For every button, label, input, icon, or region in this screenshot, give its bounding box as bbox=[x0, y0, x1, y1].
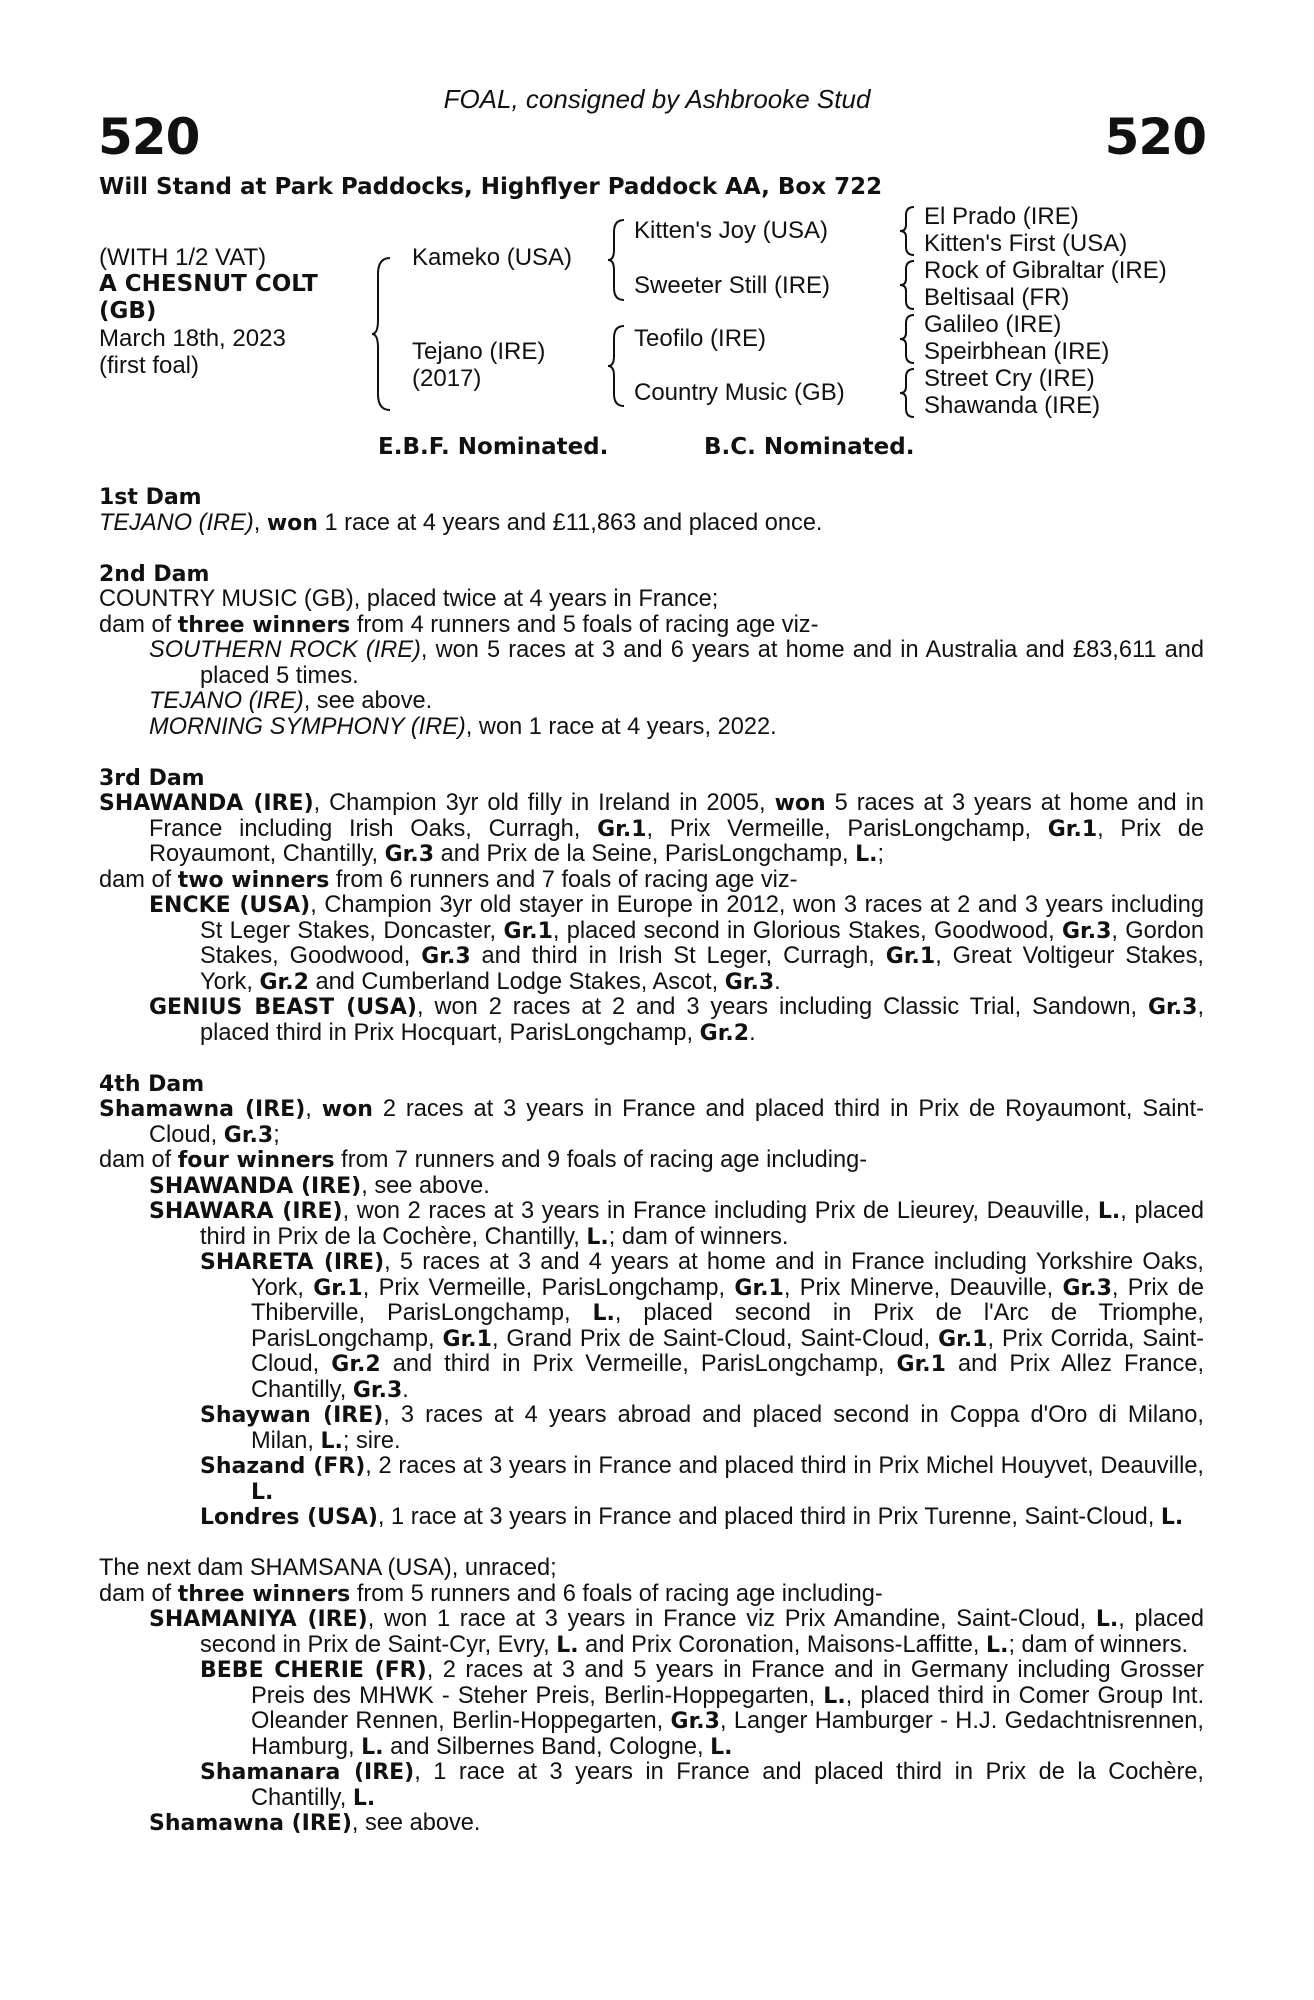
race-text: , Gordon Stakes, Goodwood, bbox=[200, 917, 1204, 969]
race-text: and Silbernes Band, Cologne, bbox=[383, 1733, 711, 1760]
race-text: 5 races at 3 years at home and in France including Irish Oaks, Curragh, bbox=[149, 790, 1204, 842]
horse-name: GENIUS BEAST (USA) bbox=[149, 995, 417, 1020]
first-foal-note: (first foal) bbox=[99, 352, 200, 379]
race-text: , bbox=[305, 1096, 322, 1122]
grade-label: Gr.1 bbox=[597, 816, 647, 842]
grade-label: Gr.1 bbox=[734, 1275, 784, 1301]
sire-dam: Sweeter Still (IRE) bbox=[634, 272, 831, 299]
grade-label: Gr.3 bbox=[384, 842, 435, 867]
great-grandsire-2: Rock of Gibraltar (IRE) bbox=[924, 257, 1167, 284]
race-text: . bbox=[774, 968, 781, 995]
produce-shamawna bbox=[99, 1811, 1204, 1837]
horse-name: BEBE CHERIE (FR) bbox=[200, 1658, 427, 1683]
race-text: , placed second in Prix de l'Arc de Triomphe, ParisLongchamp, bbox=[251, 1300, 1204, 1352]
grade-label: Gr.1 bbox=[503, 918, 553, 944]
won-label: won bbox=[266, 510, 318, 536]
winners-count: two winners bbox=[177, 867, 330, 893]
great-granddam-1: Kitten's First (USA) bbox=[924, 230, 1128, 257]
sire-sire: Kitten's Joy (USA) bbox=[634, 217, 828, 244]
produce-encke bbox=[99, 893, 1204, 995]
dam-name: Tejano (IRE) bbox=[412, 338, 546, 365]
listed-label: L. bbox=[556, 1632, 579, 1658]
race-text: , Prix de Royaumont, Chantilly, bbox=[149, 815, 1204, 867]
produce-londres bbox=[99, 1505, 1204, 1531]
dam-parents-brace bbox=[606, 324, 626, 408]
listed-label: L. bbox=[320, 1428, 343, 1454]
grandsire-brace-2 bbox=[898, 259, 916, 311]
listed-label: L. bbox=[251, 1479, 274, 1505]
race-text: , Great Voltigeur Stakes, York, bbox=[200, 943, 1204, 995]
race-text: , 2 races at 3 and 5 years in France and in Germany including Grosser Preis des MHWK - Steher Preis, Berlin-Hoppegarten, bbox=[251, 1657, 1204, 1709]
race-text: , Prix de Thiberville, ParisLongchamp, bbox=[251, 1274, 1205, 1326]
race-text: and third in Irish St Leger, Curragh, bbox=[470, 943, 886, 969]
race-text: , placed third in Prix de la Cochère, Chantilly, bbox=[200, 1198, 1204, 1250]
listed-label: L. bbox=[986, 1632, 1009, 1658]
next-dam-produce-summary bbox=[99, 1582, 1204, 1608]
next-dam-entry: The next dam SHAMSANA (USA), unraced; bbox=[99, 1555, 557, 1581]
grade-label: Gr.1 bbox=[885, 944, 936, 969]
horse-name: Londres (USA) bbox=[200, 1505, 378, 1530]
produce-tejano bbox=[99, 689, 1204, 715]
race-text: . bbox=[402, 1376, 409, 1403]
great-grandsire-3: Galileo (IRE) bbox=[924, 311, 1062, 338]
horse-name: SOUTHERN ROCK (IRE) bbox=[149, 637, 421, 663]
won-label: won bbox=[774, 791, 826, 816]
dam-of-label: dam of bbox=[99, 1147, 178, 1173]
horse-name: Shamanara (IRE) bbox=[200, 1760, 415, 1785]
race-text: , placed second in Prix de Saint-Cyr, Evry, bbox=[200, 1606, 1205, 1658]
first-dam-entry: TEJANO (IRE), won 1 race at 4 years and £11,863 and placed once. bbox=[99, 509, 823, 536]
third-dam-heading: 3rd Dam bbox=[99, 765, 205, 791]
race-text: , 1 race at 3 years in France and placed third in Prix de la Cochère, Chantilly, bbox=[251, 1759, 1204, 1811]
race-text: , placed third in Comer Group Int. Oleander Rennen, Berlin-Hoppegarten, bbox=[251, 1682, 1205, 1734]
race-text: ; bbox=[273, 1121, 280, 1148]
horse-name: Shamawna (IRE) bbox=[99, 1097, 306, 1122]
race-text: , see above. bbox=[351, 1810, 481, 1836]
grandsire-brace-1 bbox=[898, 205, 916, 257]
race-text: , Champion 3yr old stayer in Europe in 2012, won 3 races at 2 and 3 years including St Leger Stakes, Doncaster, bbox=[200, 892, 1204, 944]
grade-label: Gr.2 bbox=[699, 1020, 750, 1046]
runners-summary: from 4 runners and 5 foals of racing age viz- bbox=[350, 611, 819, 638]
horse-origin: (GB) bbox=[99, 298, 157, 324]
listed-label: L. bbox=[710, 1734, 733, 1760]
produce-shawara bbox=[99, 1199, 1204, 1250]
race-text: , 2 races at 3 years in France and placed third in Prix Michel Houyvet, Deauville, bbox=[365, 1453, 1204, 1479]
horse-description: A CHESNUT COLT bbox=[99, 271, 318, 297]
dam-sire: Teofilo (IRE) bbox=[634, 325, 767, 352]
grade-label: Gr.3 bbox=[724, 969, 775, 995]
fourth-dam-produce-summary bbox=[99, 1148, 1204, 1174]
dam-of-label: dam of bbox=[99, 866, 178, 893]
vat-note: (WITH 1/2 VAT) bbox=[99, 244, 267, 271]
race-text: and third in Prix Vermeille, ParisLongchamp, bbox=[380, 1351, 897, 1377]
race-text: ; dam of winners. bbox=[1008, 1631, 1189, 1658]
race-text: ; bbox=[877, 841, 885, 867]
race-text: , won 2 races at 2 and 3 years including Classic Trial, Sandown, bbox=[417, 994, 1148, 1020]
stand-location: Will Stand at Park Paddocks, Highflyer Paddock AA, Box 722 bbox=[99, 174, 883, 200]
grade-label: Gr.1 bbox=[938, 1326, 988, 1352]
produce-shamaniya bbox=[99, 1607, 1204, 1658]
produce-record bbox=[99, 485, 1204, 1837]
grade-label: Gr.3 bbox=[1148, 995, 1198, 1020]
grandsire-brace-3 bbox=[898, 313, 916, 365]
grade-label: Gr.2 bbox=[331, 1352, 381, 1377]
runners-summary: from 7 runners and 9 foals of racing age including- bbox=[334, 1147, 868, 1173]
sire-dam-brace bbox=[370, 256, 392, 412]
great-granddam-4: Shawanda (IRE) bbox=[924, 392, 1101, 419]
listed-label: L. bbox=[855, 842, 878, 867]
first-dam-name: TEJANO (IRE) bbox=[99, 509, 254, 536]
listed-label: L. bbox=[361, 1734, 384, 1760]
race-text: 2 races at 3 years in France and placed third in Prix de Royaumont, Saint-Cloud, bbox=[149, 1096, 1204, 1148]
listed-label: L. bbox=[586, 1224, 609, 1250]
race-text: , placed second in Glorious Stakes, Goodwood, bbox=[552, 917, 1062, 944]
horse-name: MORNING SYMPHONY (IRE) bbox=[149, 713, 466, 740]
lot-number-right: 520 bbox=[1104, 108, 1206, 166]
grade-label: Gr.3 bbox=[670, 1709, 720, 1734]
race-text: , Champion 3yr old filly in Ireland in 2005, bbox=[313, 790, 775, 816]
listed-label: L. bbox=[823, 1683, 846, 1709]
runners-summary: from 5 runners and 6 foals of racing age including- bbox=[350, 1580, 883, 1607]
foaling-date: March 18th, 2023 bbox=[99, 325, 286, 352]
produce-morning-symphony bbox=[99, 715, 1204, 741]
second-dam-heading: 2nd Dam bbox=[99, 561, 210, 587]
race-text: , Prix Vermeille, ParisLongchamp, bbox=[646, 815, 1048, 842]
horse-name: SHARETA (IRE) bbox=[200, 1250, 385, 1275]
grade-label: Gr.1 bbox=[313, 1275, 363, 1301]
race-text: and Cumberland Lodge Stakes, Ascot, bbox=[308, 968, 725, 995]
third-dam-produce-summary bbox=[99, 868, 1204, 894]
race-text: , Grand Prix de Saint-Cloud, Saint-Cloud, bbox=[491, 1325, 939, 1352]
second-dam-entry: COUNTRY MUSIC (GB), placed twice at 4 years in France; bbox=[99, 586, 719, 612]
dam-dam: Country Music (GB) bbox=[634, 379, 845, 406]
grade-label: Gr.1 bbox=[896, 1352, 946, 1377]
race-text: , Prix Minerve, Deauville, bbox=[783, 1274, 1063, 1301]
listed-label: L. bbox=[1095, 1607, 1119, 1632]
runners-summary: from 6 runners and 7 foals of racing age viz- bbox=[329, 866, 798, 893]
produce-bebe-cherie bbox=[99, 1658, 1204, 1760]
race-text: , 5 races at 3 and 4 years at home and in France including Yorkshire Oaks, York, bbox=[251, 1249, 1204, 1301]
lot-number-left: 520 bbox=[98, 108, 200, 166]
grade-label: Gr.3 bbox=[352, 1377, 403, 1403]
horse-name: SHAMANIYA (IRE) bbox=[149, 1607, 368, 1632]
horse-name: ENCKE (USA) bbox=[149, 893, 311, 918]
grandsire-brace-4 bbox=[898, 367, 916, 419]
third-dam-entry bbox=[99, 791, 1204, 868]
race-record: , won 5 races at 3 and 6 years at home and in Australia and £83,611 and placed 5 times. bbox=[200, 637, 1204, 689]
produce-genius-beast bbox=[99, 995, 1204, 1046]
race-text: , placed third in Prix Hocquart, ParisLongchamp, bbox=[200, 994, 1204, 1046]
listed-label: L. bbox=[1097, 1199, 1121, 1224]
great-grandsire-4: Street Cry (IRE) bbox=[924, 365, 1095, 392]
race-text: ; dam of winners. bbox=[608, 1223, 789, 1250]
produce-shawanda bbox=[99, 1174, 1204, 1200]
sire-name: Kameko (USA) bbox=[412, 244, 573, 271]
sire-parents-brace bbox=[606, 218, 626, 302]
winners-count: three winners bbox=[177, 612, 351, 638]
grade-label: Gr.1 bbox=[1047, 816, 1098, 842]
fourth-dam-heading: 4th Dam bbox=[99, 1071, 205, 1097]
horse-name: TEJANO (IRE) bbox=[149, 688, 304, 714]
race-text: , Prix Corrida, Saint-Cloud, bbox=[251, 1325, 1204, 1377]
produce-shaywan bbox=[99, 1403, 1204, 1454]
race-text: and Prix Coronation, Maisons-Laffitte, bbox=[578, 1631, 987, 1658]
race-text: , Langer Hamburger - H.J. Gedachtnisrennen, Hamburg, bbox=[251, 1708, 1204, 1760]
horse-name: SHAWANDA (IRE) bbox=[99, 791, 314, 816]
race-text: ; sire. bbox=[342, 1427, 401, 1454]
race-text: , Prix Vermeille, ParisLongchamp, bbox=[362, 1274, 735, 1301]
ebf-nomination: E.B.F. Nominated. bbox=[378, 434, 609, 460]
race-record: , won 1 race at 4 years, 2022. bbox=[465, 713, 777, 740]
great-granddam-3: Speirbhean (IRE) bbox=[924, 338, 1110, 365]
grade-label: Gr.2 bbox=[259, 969, 309, 995]
first-dam-heading: 1st Dam bbox=[99, 485, 202, 510]
bc-nomination: B.C. Nominated. bbox=[704, 434, 915, 460]
first-dam-record: 1 race at 4 years and £11,863 and placed once. bbox=[317, 509, 823, 536]
race-text: , 1 race at 3 years in France and placed third in Prix Turenne, Saint-Cloud, bbox=[377, 1504, 1161, 1530]
horse-name: Shaywan (IRE) bbox=[200, 1403, 384, 1428]
listed-label: L. bbox=[1160, 1505, 1184, 1530]
grade-label: Gr.1 bbox=[442, 1326, 492, 1352]
race-text: and Prix Allez France, Chantilly, bbox=[251, 1351, 1204, 1403]
race-text: , 3 races at 4 years abroad and placed second in Coppa d'Oro di Milano, Milan, bbox=[251, 1402, 1204, 1454]
great-granddam-2: Beltisaal (FR) bbox=[924, 284, 1070, 311]
great-grandsire-1: El Prado (IRE) bbox=[924, 203, 1079, 230]
grade-label: Gr.3 bbox=[421, 944, 471, 969]
listed-label: L. bbox=[592, 1301, 615, 1326]
grade-label: Gr.3 bbox=[223, 1122, 274, 1148]
produce-southern-rock bbox=[99, 638, 1204, 689]
produce-shamanara bbox=[99, 1760, 1204, 1811]
race-record: , see above. bbox=[303, 688, 433, 714]
grade-label: Gr.3 bbox=[1062, 1275, 1112, 1301]
race-text: . bbox=[749, 1019, 756, 1046]
race-text: , won 1 race at 3 years in France viz Prix Amandine, Saint-Cloud, bbox=[367, 1606, 1096, 1632]
horse-name: SHAWANDA (IRE) bbox=[149, 1173, 362, 1199]
winners-count: three winners bbox=[177, 1581, 351, 1607]
dam-year: (2017) bbox=[412, 365, 482, 392]
dam-of-label: dam of bbox=[99, 611, 178, 638]
race-text: , see above. bbox=[361, 1172, 490, 1199]
produce-shazand bbox=[99, 1454, 1204, 1505]
consignment-line: FOAL, consigned by Ashbrooke Stud bbox=[443, 84, 871, 114]
grade-label: Gr.3 bbox=[1061, 918, 1112, 944]
race-text: , won 2 races at 3 years in France including Prix de Lieurey, Deauville, bbox=[342, 1198, 1098, 1224]
dam-of-label: dam of bbox=[99, 1580, 178, 1607]
horse-name: Shamawna (IRE) bbox=[149, 1811, 352, 1836]
listed-label: L. bbox=[352, 1785, 376, 1811]
race-text: and Prix de la Seine, ParisLongchamp, bbox=[434, 841, 856, 867]
horse-name: Shazand (FR) bbox=[200, 1454, 366, 1479]
winners-count: four winners bbox=[177, 1148, 335, 1173]
fourth-dam-entry bbox=[99, 1097, 1204, 1148]
produce-shareta bbox=[99, 1250, 1204, 1403]
won-label: won bbox=[321, 1097, 373, 1122]
second-dam-produce-summary bbox=[99, 613, 1204, 639]
horse-name: SHAWARA (IRE) bbox=[149, 1199, 343, 1224]
